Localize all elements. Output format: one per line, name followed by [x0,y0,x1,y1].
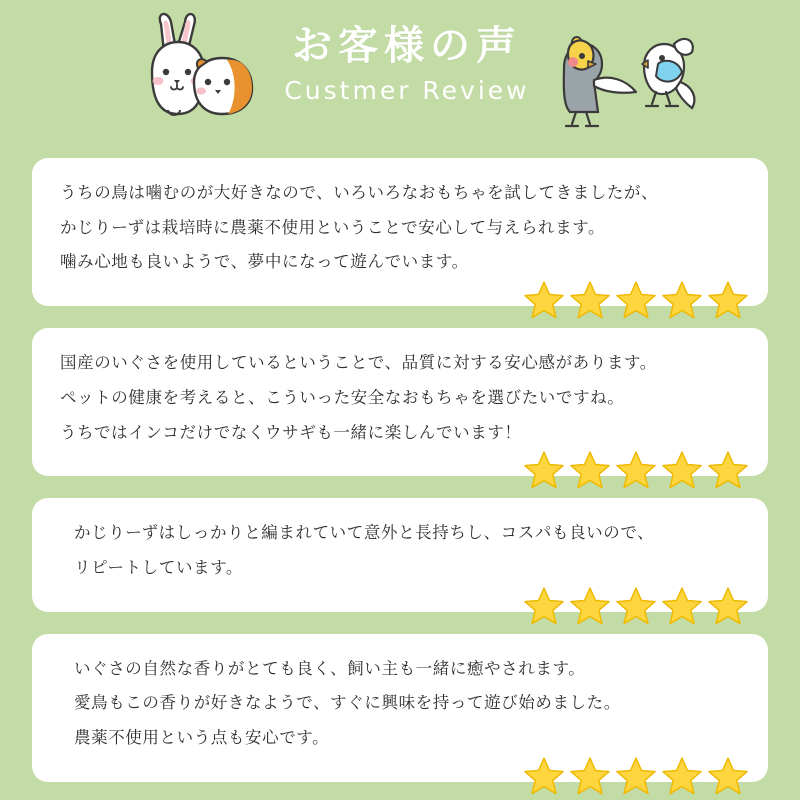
star-icon [706,448,750,492]
rabbit-and-guinea-pig-illustration [128,10,258,140]
page-title-group [262,22,552,106]
star-icon [522,754,566,798]
star-icon [614,278,658,322]
review-card [32,328,768,476]
rating-stars [522,278,750,322]
star-icon [706,584,750,628]
page-header [0,0,800,158]
star-icon [660,278,704,322]
guinea-pig-icon [194,58,252,114]
star-icon [660,754,704,798]
parakeet-icon [642,39,694,108]
review-line: 国産のいぐさを使用しているということで、品質に対する安心感があります。 [60,354,657,373]
review-line: ペットの健康を考えると、こういった安全なおもちゃを選びたいですね。 [60,388,625,407]
star-icon [522,278,566,322]
rating-stars [522,754,750,798]
review-line: いぐさの自然な香りがとても良く、飼い主も一緒に癒やされます。 [74,659,586,678]
star-icon [706,278,750,322]
cockatiel-icon [564,37,636,126]
review-line: かじりーずは栽培時に農薬不使用ということで安心して与えられます。 [60,218,606,237]
rating-stars [522,448,750,492]
rating-stars [522,584,750,628]
star-icon [522,448,566,492]
review-line: 愛鳥もこの香りが好きなようで、すぐに興味を持って遊び始めました。 [74,694,621,713]
star-icon [706,754,750,798]
star-icon [614,584,658,628]
star-icon [660,584,704,628]
star-icon [614,754,658,798]
page-title-en: Custmer Review [284,76,530,105]
review-card [32,498,768,611]
review-list [0,158,800,782]
review-line: うちの鳥は噛むのが大好きなので、いろいろなおもちゃを試してきましたが、 [60,184,659,202]
review-text [60,180,740,276]
review-card [32,158,768,306]
birds-illustration [540,28,700,138]
star-icon [568,448,612,492]
review-line: リピートしています。 [74,559,244,578]
review-card [32,634,768,782]
star-icon [568,754,612,798]
review-line: かじりーずはしっかりと編まれていて意外と長持ちし、コスパも良いので、 [74,524,655,543]
star-icon [568,278,612,322]
review-line: 農薬不使用という点も安心です。 [74,729,330,748]
star-icon [614,448,658,492]
star-icon [568,584,612,628]
star-icon [522,584,566,628]
review-line: 噛み心地も良いようで、夢中になって遊んでいます。 [60,253,469,272]
review-text [60,656,740,752]
review-text [60,350,740,446]
review-text [60,520,740,581]
star-icon [660,448,704,492]
review-line: うちではインコだけでなくウサギも一緒に楽しんでいます！ [60,423,522,442]
page-title-ja: お客様の声 [292,24,522,68]
